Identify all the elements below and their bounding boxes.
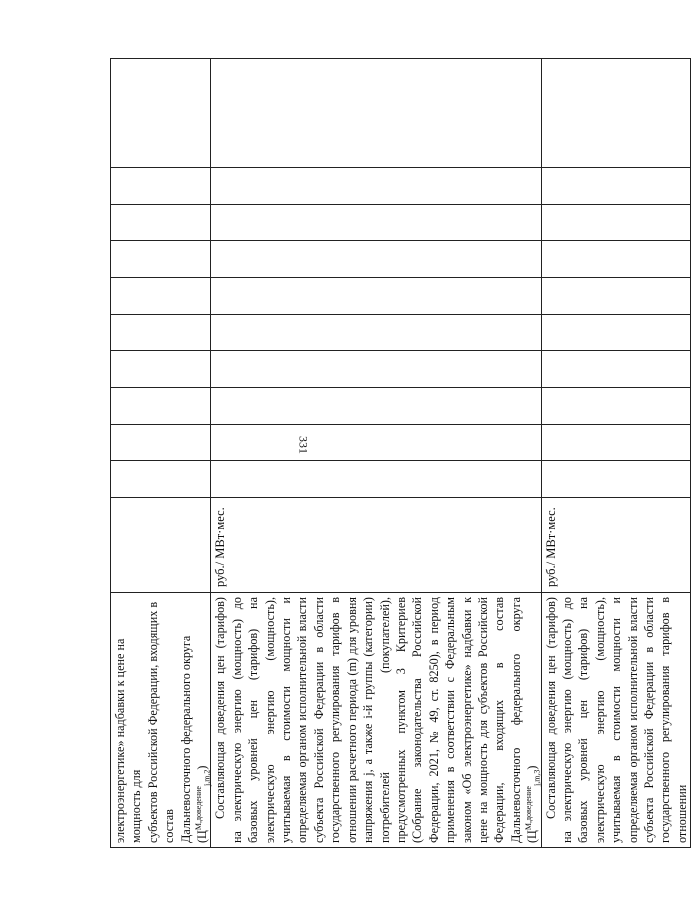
value-cell (211, 425, 541, 461)
table-row (211, 59, 541, 848)
table-row (111, 59, 211, 848)
value-cell (211, 241, 541, 278)
value-cell (541, 59, 691, 168)
tariff-table-frame (110, 59, 689, 848)
value-cell (541, 278, 691, 315)
value-cell (541, 425, 691, 461)
value-cell (211, 168, 541, 205)
value-cell (541, 315, 691, 351)
value-cell (211, 351, 541, 388)
value-cell (541, 388, 691, 425)
unit-cell: руб./ МВт·мес. (541, 498, 691, 593)
unit-cell (111, 498, 211, 593)
value-cell (211, 59, 541, 168)
value-cell (111, 351, 211, 388)
description-cell: электроэнергетике» надбавки к цене на мощность для субъектов Российской Федерации, входящих в состав Дальневосточного федерального округа $(Ц^{M,доведение}_{j,m,2})$ (111, 593, 211, 848)
table-row (541, 59, 691, 848)
value-cell (541, 461, 691, 498)
value-cell (111, 315, 211, 351)
value-cell (211, 461, 541, 498)
description-cell: Составляющая доведения цен (тарифов) на электрическую энергию (мощность) до базовых уровней цен (тарифов) на электрическую энергию (мощность), учитываемая в стоимости мощности и определяемая органом исполнительной власти субъекта Российской Федерации в области государственного регулирования тарифов в отношении расчетного периода (m) для уровня напряжения j, а также i-й группы (категории) потребителей (покупателей), предусмотренных пунктом 3 Критериев (Собрание законодательства Российской Федерации, 2021, № 49, ст. 8250), в период применения в соответствии с Федеральным законом «Об электроэнергетике» надбавки к цене на мощность для субъектов Российской Федерации, входящих в состав Дальневосточного федерального округа $(Ц^{M,доведение}_{j,m,3})$ (211, 593, 541, 848)
value-cell (541, 168, 691, 205)
value-cell (111, 461, 211, 498)
description-cell: Составляющая доведения цен (тарифов) на электрическую энергию (мощность) до базовых уровней цен (тарифов) на электрическую энергию (мощность), учитываемая в стоимости мощности и определяемая органом исполнительной власти субъекта Российской Федерации в области государственного регулирования тарифов в отношении (541, 593, 691, 848)
value-cell (541, 351, 691, 388)
value-cell (111, 168, 211, 205)
value-cell (111, 59, 211, 168)
value-cell (111, 241, 211, 278)
value-cell (211, 278, 541, 315)
value-cell (211, 205, 541, 241)
value-cell (211, 315, 541, 351)
value-cell (111, 425, 211, 461)
value-cell (111, 205, 211, 241)
value-cell (211, 388, 541, 425)
value-cell (111, 388, 211, 425)
value-cell (541, 205, 691, 241)
value-cell (111, 278, 211, 315)
value-cell (541, 241, 691, 278)
unit-cell: руб./ МВт·мес. (211, 498, 541, 593)
tariff-table (110, 58, 691, 848)
page-number: 331 (296, 436, 311, 454)
